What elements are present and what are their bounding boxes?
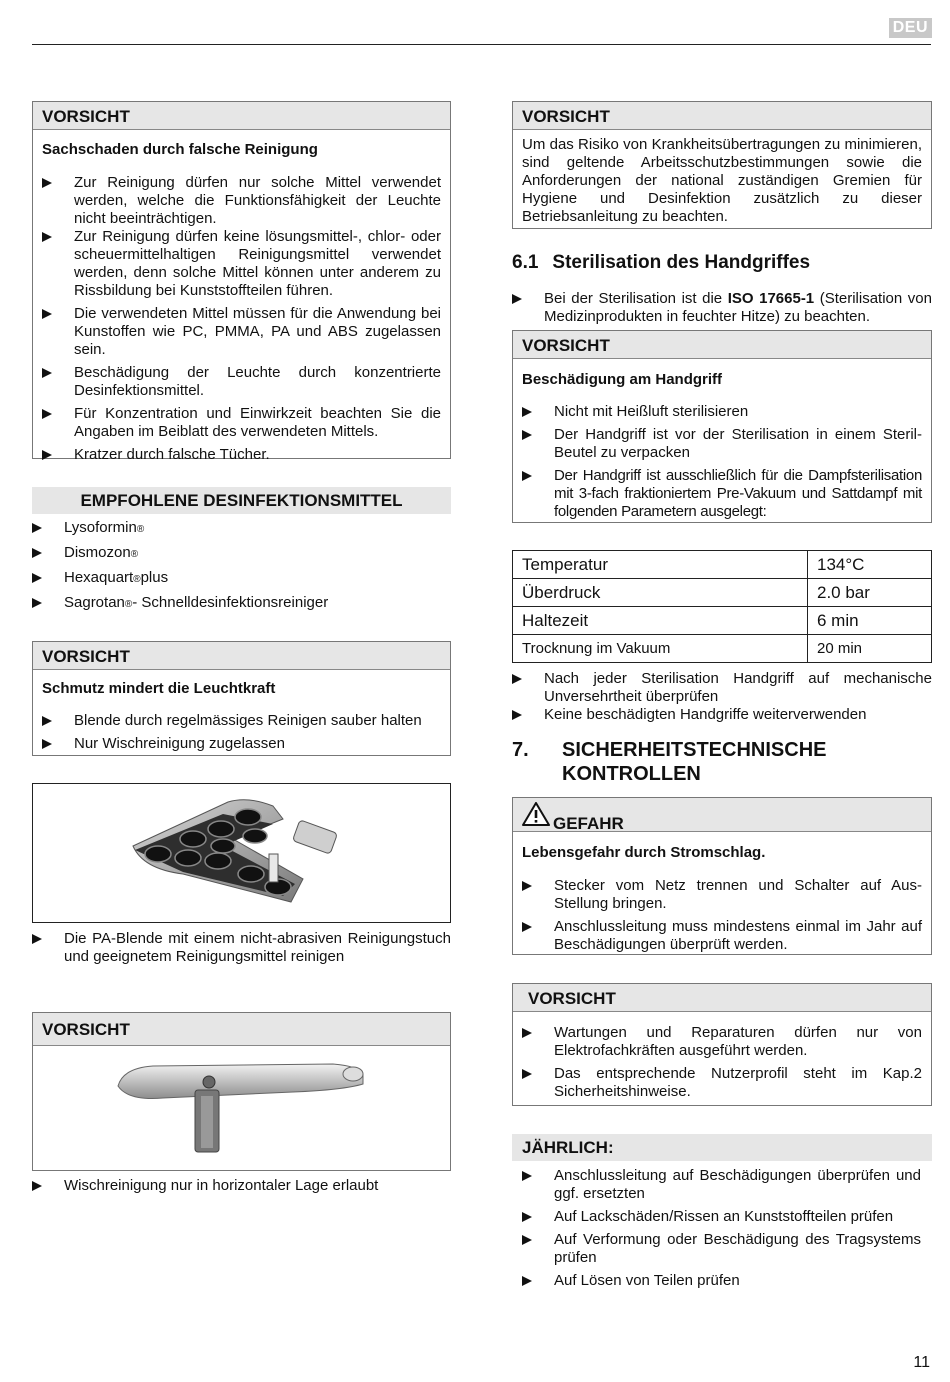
list-item: Kratzer durch falsche Tücher.: [42, 446, 441, 464]
arrow-bullet-icon: [522, 471, 532, 481]
caution-title: VORSICHT: [33, 1013, 450, 1046]
list-item: Die PA-Blende mit einem nicht-abrasiven Reinigungstuch und geeignetem Reinigungsmittel reinigen: [32, 930, 451, 966]
arrow-bullet-icon: [522, 1276, 532, 1286]
caution-list: [33, 702, 450, 753]
danger-box: [512, 797, 932, 955]
annual-heading: JÄHRLICH:: [512, 1134, 932, 1161]
danger-subtitle: Lebensgefahr durch Stromschlag.: [522, 844, 766, 861]
caution-title: VORSICHT: [513, 984, 931, 1012]
list-item: Zur Reinigung dürfen nur solche Mittel verwendet werden, welche die Funktionsfähigkeit der Leuchte nicht beeinträchtigen.: [42, 174, 441, 228]
list-item: Dismozon®: [32, 544, 451, 564]
param-value: 2.0 bar: [808, 579, 932, 607]
table-row: [513, 551, 932, 579]
list-item: Keine beschädigten Handgriffe weiterverwenden: [512, 706, 932, 724]
caution-subtitle: Beschädigung am Handgriff: [522, 371, 723, 388]
caution-title: VORSICHT: [513, 102, 931, 130]
list-item: Lysoformin®: [32, 519, 451, 539]
arrow-bullet-icon: [512, 710, 522, 720]
list-item: Nur Wischreinigung zugelassen: [42, 735, 441, 753]
arrow-bullet-icon: [32, 548, 42, 558]
caution-box-cleaning: [32, 101, 451, 463]
arrow-bullet-icon: [522, 1028, 532, 1038]
arrow-bullet-icon: [522, 1212, 532, 1222]
caution-list: [513, 393, 931, 521]
caution-subtitle: Sachschaden durch falsche Reinigung: [42, 141, 318, 158]
list-item: Anschlussleitung muss mindestens einmal im Jahr auf Beschädigungen überprüft werden.: [522, 918, 922, 954]
list-item: Stecker vom Netz trennen und Schalter auf Aus-Stellung bringen.: [522, 877, 922, 913]
caution-list: [513, 1012, 931, 1101]
arrow-bullet-icon: [522, 430, 532, 440]
caution-box-maintenance: [512, 983, 932, 1106]
language-tag: DEU: [889, 18, 932, 38]
caution-box-dirt: [32, 641, 451, 756]
section-7-heading: 7. SICHERHEITSTECHNISCHE KONTROLLEN: [512, 739, 827, 785]
caution-list: [33, 163, 450, 464]
param-label: Temperatur: [513, 551, 808, 579]
table-row: [513, 579, 932, 607]
section-6-1-heading: 6.1 Sterilisation des Handgriffes: [512, 252, 811, 273]
arrow-bullet-icon: [522, 407, 532, 417]
param-value: 20 min: [808, 635, 932, 663]
list-item: Wartungen und Reparaturen dürfen nur von Elektrofachkräften ausgeführt werden.: [522, 1024, 922, 1060]
image1-caption-list: [32, 930, 451, 971]
after-sterilisation-list: [512, 670, 932, 729]
caution-box-sterilisation: [512, 330, 932, 523]
list-item: Der Handgriff ist ausschließlich für die Dampfsterilisation mit 3-fach fraktioniertem Pre-Vakuum und Sattdampf mit folgenden Parametern ausgelegt:: [522, 467, 922, 521]
list-item: Hexaquart®plus: [32, 569, 451, 589]
arrow-bullet-icon: [42, 450, 52, 460]
arrow-bullet-icon: [42, 309, 52, 319]
arrow-bullet-icon: [42, 716, 52, 726]
danger-title-bar: [513, 798, 931, 832]
header-rule: [32, 44, 931, 45]
section-6-1-list: [512, 290, 932, 331]
param-label: Überdruck: [513, 579, 808, 607]
arrow-bullet-icon: [522, 1235, 532, 1245]
list-item: Nach jeder Sterilisation Handgriff auf mechanische Unversehrtheit überprüfen: [512, 670, 932, 706]
caution-box-hygiene: [512, 101, 932, 229]
arrow-bullet-icon: [522, 881, 532, 891]
arrow-bullet-icon: [32, 934, 42, 944]
list-item: Auf Verformung oder Beschädigung des Tragsystems prüfen: [522, 1231, 921, 1267]
danger-title: GEFAHR: [553, 814, 624, 833]
list-item: Bei der Sterilisation ist die ISO 17665-1 (Sterilisation von Medizinprodukten in feuchter Hitze) zu beachten.: [512, 290, 932, 326]
handle-icon: [33, 1046, 450, 1166]
table-row: [513, 635, 932, 663]
arrow-bullet-icon: [522, 1069, 532, 1079]
arrow-bullet-icon: [512, 294, 522, 304]
lamp-head-illustration: [32, 783, 451, 923]
list-item: Nicht mit Heißluft sterilisieren: [522, 403, 922, 421]
list-item: Zur Reinigung dürfen keine lösungsmittel-, chlor- oder scheuermittelhaltigen Reinigungsmittel verwendet werden, denn solche Mittel können unter anderem zu Rissbildung bei Kunststoffteilen führen.: [42, 228, 441, 300]
list-item: Das entsprechende Nutzerprofil steht im Kap.2 Sicherheitshinweise.: [522, 1065, 922, 1101]
param-label: Haltezeit: [513, 607, 808, 635]
list-item: Wischreinigung nur in horizontaler Lage erlaubt: [32, 1177, 451, 1195]
danger-list: [513, 866, 931, 954]
arrow-bullet-icon: [522, 1171, 532, 1181]
list-item: Auf Lösen von Teilen prüfen: [522, 1272, 921, 1290]
list-item: Die verwendeten Mittel müssen für die Anwendung bei Kunstoffen wie PC, PMMA, PA und ABS zugelassen sein.: [42, 305, 441, 359]
list-item: Der Handgriff ist vor der Sterilisation in einem Steril-Beutel zu verpacken: [522, 426, 922, 462]
arrow-bullet-icon: [512, 674, 522, 684]
arrow-bullet-icon: [32, 573, 42, 583]
caution-box-handle: [32, 1012, 451, 1171]
param-value: 134°C: [808, 551, 932, 579]
list-item: Blende durch regelmässiges Reinigen sauber halten: [42, 712, 441, 730]
image2-caption-list: [32, 1177, 451, 1200]
param-label: Trocknung im Vakuum: [513, 635, 808, 663]
list-item: Sagrotan®- Schnelldesinfektionsreiniger: [32, 594, 451, 614]
arrow-bullet-icon: [42, 368, 52, 378]
list-item: Anschlussleitung auf Beschädigungen überprüfen und ggf. ersetzten: [522, 1167, 921, 1203]
caution-title: VORSICHT: [33, 642, 450, 670]
caution-title: VORSICHT: [33, 102, 450, 130]
table-row: [513, 607, 932, 635]
arrow-bullet-icon: [32, 1181, 42, 1191]
caution-title: VORSICHT: [513, 331, 931, 359]
list-item: Auf Lackschäden/Rissen an Kunststoffteilen prüfen: [522, 1208, 921, 1226]
caution-text: Um das Risiko von Krankheitsübertragungen zu minimieren, sind geltende Arbeitsschutzbestimmungen sowie die Anforderungen der national zuständigen Gremien für Hygiene und Desinfektion zusätzlich zu dieser Betriebsanleitung zu beachten.: [522, 136, 922, 225]
caution-subtitle: Schmutz mindert die Leuchtkraft: [42, 680, 276, 697]
sterilisation-parameters-table: [512, 550, 932, 663]
param-value: 6 min: [808, 607, 932, 635]
warning-triangle-icon: [522, 802, 550, 826]
disinfectants-heading: EMPFOHLENE DESINFEKTIONSMITTEL: [32, 487, 451, 514]
arrow-bullet-icon: [32, 598, 42, 608]
list-item: Beschädigung der Leuchte durch konzentrierte Desinfektionsmittel.: [42, 364, 441, 400]
arrow-bullet-icon: [522, 922, 532, 932]
page-number: 11: [913, 1354, 930, 1371]
disinfectants-list: [32, 519, 451, 619]
annual-list: [522, 1167, 921, 1295]
arrow-bullet-icon: [42, 409, 52, 419]
list-item: Für Konzentration und Einwirkzeit beachten Sie die Angaben im Beiblatt des verwendeten Mittels.: [42, 405, 441, 441]
arrow-bullet-icon: [42, 178, 52, 188]
arrow-bullet-icon: [42, 739, 52, 749]
arrow-bullet-icon: [42, 232, 52, 242]
lamp-head-icon: [33, 784, 450, 922]
arrow-bullet-icon: [32, 523, 42, 533]
